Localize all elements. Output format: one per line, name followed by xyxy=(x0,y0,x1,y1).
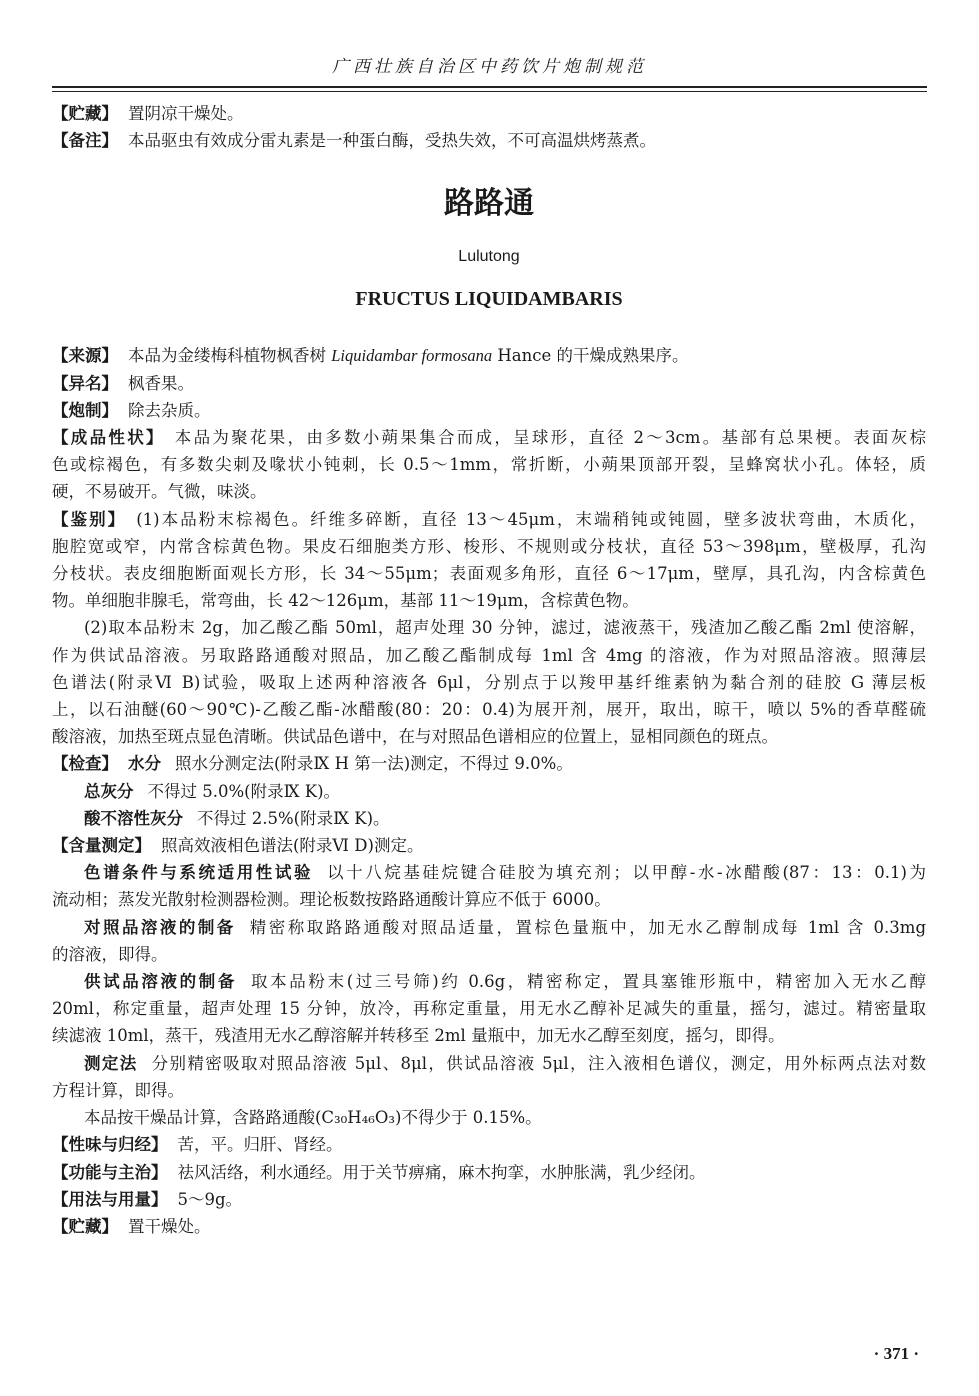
section-label: 【异名】 xyxy=(52,373,118,393)
ident-line: 上，以石油醚(60～90℃)-乙酸乙酯-冰醋酸(80：20：0.4)为展开剂，展开，取出，晾干，喷以 5%的香草醛硫 xyxy=(52,700,926,720)
section-text: Hance 的干燥成熟果序。 xyxy=(492,346,689,366)
assay-method-line: 方程计算，即得。 xyxy=(52,1080,184,1100)
properties-line xyxy=(52,424,926,451)
subsection-label: 色谱条件与系统适用性试验 xyxy=(84,863,314,883)
section-text: 取本品粉末(过三号筛)约 0.6g，精密称定，置具塞锥形瓶中，精密加入无水乙醇 xyxy=(251,972,926,992)
ident-line: 物。单细胞非腺毛，常弯曲，长 42～126μm，基部 11～19μm，含棕黄色物。 xyxy=(52,591,639,611)
page-number: · 371 · xyxy=(873,1344,919,1363)
ident-line: 色谱法(附录Ⅵ B)试验，吸取上述两种溶液各 6μl，分别点于以羧甲基纤维素钠为黏合剂的硅胶 G 薄层板 xyxy=(52,672,926,692)
assay-limit-line: 本品按干燥品计算，含路路通酸(C₃₀H₄₆O₃)不得少于 0.15%。 xyxy=(84,1108,542,1128)
entry-pinyin: Lulutong xyxy=(458,248,520,266)
nature-line xyxy=(52,1131,926,1158)
section-text: 照水分测定法(附录Ⅸ H 第一法)测定，不得过 9.0%。 xyxy=(175,754,573,774)
assay-test-line: 续滤液 10ml，蒸干，残渣用无水乙醇溶解并转移至 2ml 量瓶中，加无水乙醇至刻度，摇匀，即得。 xyxy=(52,1026,785,1046)
section-label: 【含量测定】 xyxy=(52,836,151,856)
header-rule xyxy=(52,86,927,88)
check-water-line xyxy=(52,750,926,777)
ident-line: 胞腔宽或窄，内常含棕黄色物。果皮石细胞类方形、梭形、不规则或分枝状，直径 53～398μm，壁极厚，孔沟 xyxy=(52,536,926,556)
subsection-label: 测定法 xyxy=(84,1053,138,1073)
alias-line xyxy=(52,370,926,397)
storage-line xyxy=(52,1213,926,1240)
ident-line: 分枝状。表皮细胞断面观长方形，长 34～55μm；表面观多角形，直径 6～17μm，壁厚，具孔沟，内含棕黄色 xyxy=(52,564,926,584)
section-label: 【鉴别】 xyxy=(52,509,127,529)
section-label: 【贮藏】 xyxy=(52,1216,118,1236)
check-acid-line xyxy=(52,805,926,832)
ident-line: (2)取本品粉末 2g，加乙酸乙酯 50ml，超声处理 30 分钟，滤过，滤液蒸干，残渣加乙酸乙酯 2ml 使溶解， xyxy=(84,618,926,638)
section-text: 不得过 2.5%(附录Ⅸ K)。 xyxy=(197,808,390,828)
section-label: 【来源】 xyxy=(52,346,118,366)
ident-line: 酸溶液，加热至斑点显色清晰。供试品色谱中，在与对照品色谱相应的位置上，显相同颜色的斑点。 xyxy=(52,727,778,747)
section-text: 除去杂质。 xyxy=(128,400,211,420)
section-text: 精密称取路路通酸对照品适量，置棕色量瓶中，加无水乙醇制成每 1ml 含 0.3mg xyxy=(249,917,926,937)
section-label: 【用法与用量】 xyxy=(52,1189,168,1209)
assay-line xyxy=(52,832,926,859)
usage-line xyxy=(52,1186,926,1213)
ident-line: 作为供试品溶液。另取路路通酸对照品，加乙酸乙酯制成每 1ml 含 4mg 的溶液，作为对照品溶液。照薄层 xyxy=(52,645,926,665)
section-text: 祛风活络，利水通经。用于关节痹痛，麻木拘挛，水肿胀满，乳少经闭。 xyxy=(177,1162,706,1182)
assay-test-line xyxy=(52,968,926,995)
section-text: (1)本品粉末棕褐色。纤维多碎断，直径 13～45μm，末端稍钝或钝圆，壁多波状弯曲，木质化， xyxy=(136,509,926,529)
entry-title: 路路通 xyxy=(444,186,534,222)
properties-line: 色或棕褐色，有多数尖刺及喙状小钝刺，长 0.5～1mm，常折断，小蒴果顶部开裂，呈蜂窝状小孔。体轻，质 xyxy=(52,455,926,475)
section-text: 置阴凉干燥处。 xyxy=(128,104,244,123)
running-header: 广西壮族自治区中药饮片炮制规范 xyxy=(332,57,647,77)
assay-cond-line xyxy=(52,859,926,886)
section-text: 5～9g。 xyxy=(177,1189,243,1209)
function-line xyxy=(52,1159,926,1186)
section-label: 【功能与主治】 xyxy=(52,1162,168,1182)
section-text: 不得过 5.0%(附录Ⅸ K)。 xyxy=(147,781,341,801)
assay-ref-line xyxy=(52,914,926,941)
check-ash-line xyxy=(52,778,926,805)
assay-test-line: 20ml，称定重量，超声处理 15 分钟，放冷，再称定重量，用无水乙醇补足减失的重量，摇匀，滤过。精密量取 xyxy=(52,999,926,1019)
prev-storage-line xyxy=(52,100,926,127)
subsection-label: 供试品溶液的制备 xyxy=(84,972,238,992)
assay-cond-line: 流动相；蒸发光散射检测器检测。理论板数按路路通酸计算应不低于 6000。 xyxy=(52,890,611,910)
page-body xyxy=(52,100,926,1240)
section-text: 照高效液相色谱法(附录Ⅵ D)测定。 xyxy=(161,836,424,856)
header-rule-thin xyxy=(52,91,927,92)
ident-line xyxy=(52,506,926,533)
subsection-label: 水分 xyxy=(128,754,161,774)
entry-latin-name: FRUCTUS LIQUIDAMBARIS xyxy=(355,288,623,311)
section-label: 【成品性状】 xyxy=(52,428,165,448)
section-text: 本品为金缕梅科植物枫香树 xyxy=(128,346,326,366)
source-line xyxy=(52,342,926,369)
prev-note-line xyxy=(52,127,926,154)
section-text: 置干燥处。 xyxy=(128,1216,211,1236)
section-label: 【炮制】 xyxy=(52,400,118,420)
section-text: 苦，平。归肝、肾经。 xyxy=(177,1135,343,1155)
subsection-label: 酸不溶性灰分 xyxy=(84,808,183,828)
section-label: 【检查】 xyxy=(52,754,118,774)
section-text: 分别精密吸取对照品溶液 5μl、8μl，供试品溶液 5μl，注入液相色谱仪，测定，用外标两点法对数 xyxy=(151,1053,926,1073)
subsection-label: 对照品溶液的制备 xyxy=(84,917,236,937)
processing-line xyxy=(52,397,926,424)
section-text: 本品为聚花果，由多数小蒴果集合而成，呈球形，直径 2～3cm。基部有总果梗。表面灰棕 xyxy=(174,428,926,448)
latin-species: Liquidambar formosana xyxy=(331,346,493,366)
properties-line: 硬，不易破开。气微，味淡。 xyxy=(52,482,267,502)
assay-method-line xyxy=(52,1050,926,1077)
section-text: 枫香果。 xyxy=(128,373,194,393)
section-label: 【贮藏】 xyxy=(52,104,118,123)
subsection-label: 总灰分 xyxy=(84,781,134,801)
section-text: 以十八烷基硅烷键合硅胶为填充剂；以甲醇-水-冰醋酸(87：13：0.1)为 xyxy=(327,863,926,883)
assay-ref-line: 的溶液，即得。 xyxy=(52,944,168,964)
section-text: 本品驱虫有效成分雷丸素是一种蛋白酶，受热失效，不可高温烘烤蒸煮。 xyxy=(128,131,656,151)
section-label: 【备注】 xyxy=(52,131,118,151)
section-label: 【性味与归经】 xyxy=(52,1135,168,1155)
